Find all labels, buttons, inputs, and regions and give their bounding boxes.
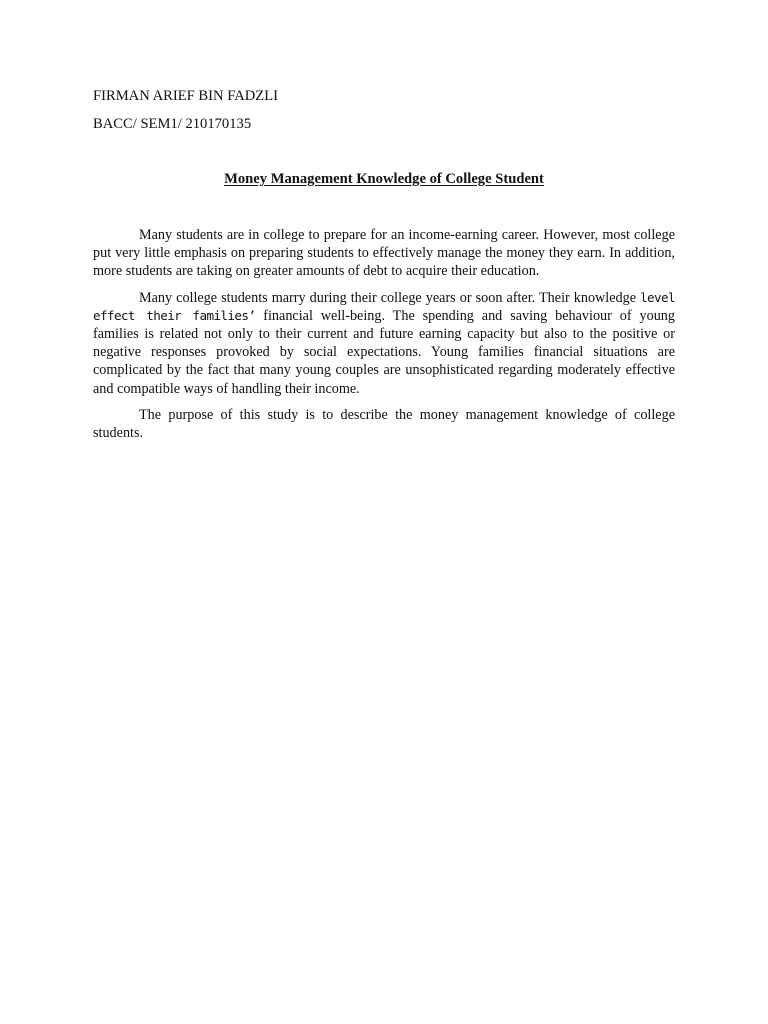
paragraph-2-rest: financial well-being. The spending and saving behaviour of young families is related not only to their current and future earning capacity but also to the positive or negative responses provoked by social expectations. Young families financial situations are complicated by the fact that many young couples are unsophisticated regarding moderately effective and compatible ways of handling their income. — [93, 307, 675, 397]
document-title-text: Money Management Knowledge of College Student — [224, 171, 544, 187]
author-name: FIRMAN ARIEF BIN FADZLI — [93, 88, 279, 104]
paragraph-2-styled-phrase: level effect their families’ — [93, 289, 675, 323]
paragraph-3: The purpose of this study is to describe the money management knowledge of college students. — [93, 406, 675, 442]
document-body — [93, 226, 675, 450]
document-title — [93, 170, 675, 188]
paragraph-2 — [93, 289, 675, 398]
paragraph-2-start: Many college students marry during their college years or soon after. Their knowledge — [139, 289, 641, 306]
paragraph-1: Many students are in college to prepare for an income-earning career. However, most college put very little emphasis on preparing students to effectively manage the money they earn. In addition, more students are taking on greater amounts of debt to acquire their education. — [93, 227, 675, 280]
course-id: BACC/ SEM1/ 210170135 — [93, 116, 252, 132]
